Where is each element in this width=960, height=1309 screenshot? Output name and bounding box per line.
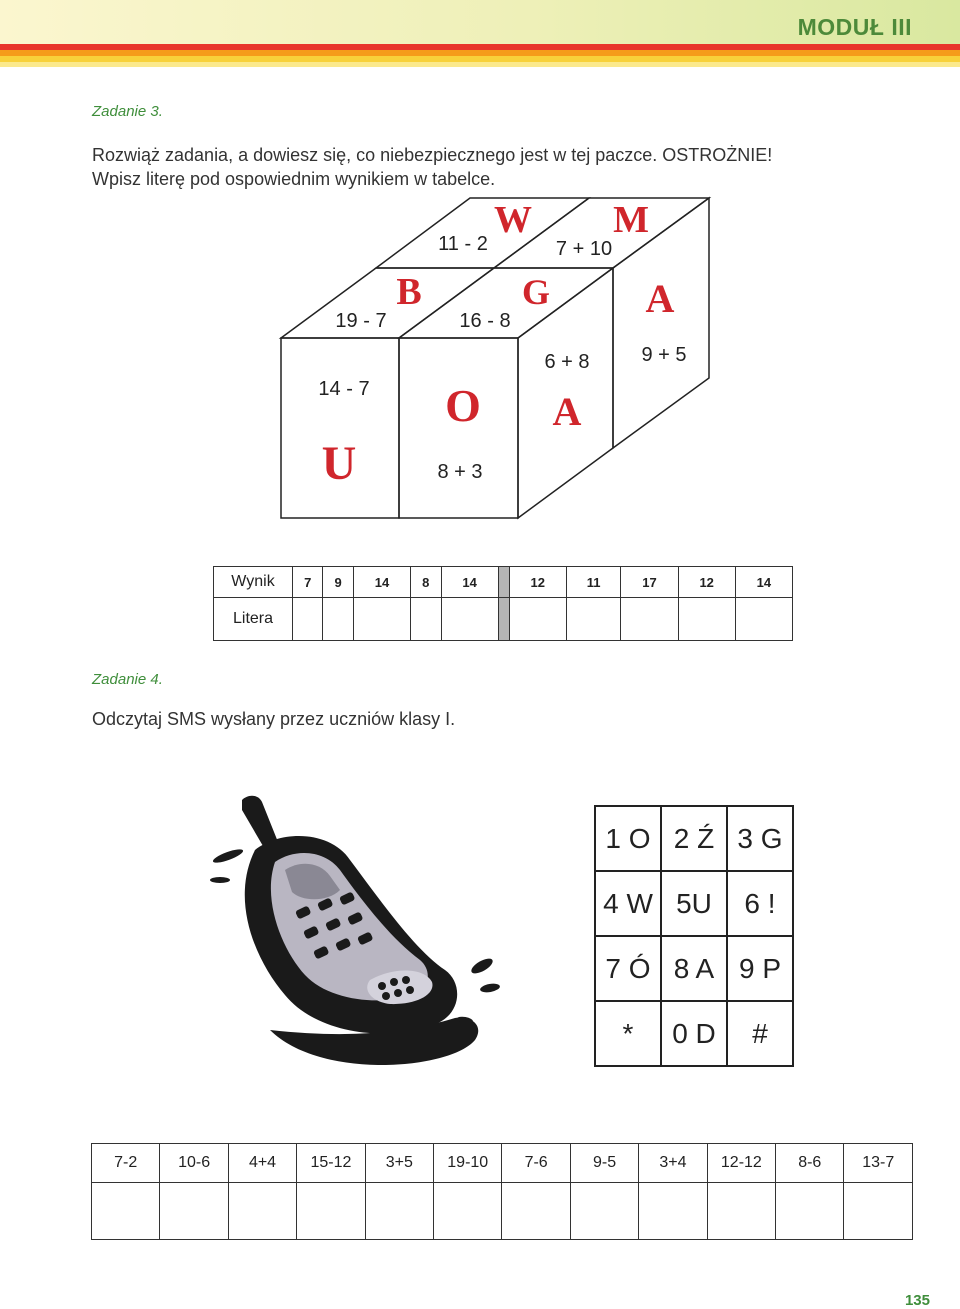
task3-instruction-1: Rozwiąż zadania, a dowiesz się, co niebezpiecznego jest w tej paczce. OSTROŻNIE! — [92, 145, 773, 165]
cube-letter-a: A — [552, 389, 582, 434]
mobile-phone-icon — [200, 790, 510, 1080]
cube-letter-u: U — [321, 437, 357, 490]
expression-cell: 3+4 — [639, 1144, 707, 1183]
keypad-key: 6 ! — [727, 871, 793, 936]
answer-cell[interactable] — [707, 1183, 775, 1240]
result-cell: 12 — [509, 567, 566, 598]
cube-expr-7: 6 + 8 — [544, 351, 590, 373]
cube-expr-4: 16 - 8 — [459, 310, 511, 332]
expression-cell: 3+5 — [365, 1144, 433, 1183]
letter-answer-cell[interactable] — [323, 598, 353, 641]
result-cell: 8 — [411, 567, 441, 598]
expression-cell: 7-2 — [92, 1144, 160, 1183]
keypad-key: 7 Ó — [595, 936, 661, 1001]
keypad-key: # — [727, 1001, 793, 1066]
answer-cell[interactable] — [502, 1183, 570, 1240]
keypad-key: 5U — [661, 871, 727, 936]
table-row-expressions — [92, 1144, 913, 1183]
letter-answer-cell[interactable] — [509, 598, 566, 641]
table-row-letters — [214, 598, 793, 641]
task3-label: Zadanie 3. — [92, 103, 163, 120]
keypad-key: 0 D — [661, 1001, 727, 1066]
expression-cell: 19-10 — [434, 1144, 502, 1183]
expression-cell: 4+4 — [228, 1144, 296, 1183]
cube-expr-2: 7 + 10 — [555, 238, 613, 260]
keypad-key: 3 G — [727, 806, 793, 871]
cube-expr-3: 19 - 7 — [335, 310, 387, 332]
cube-letter-b: B — [396, 271, 422, 313]
answer-cell[interactable] — [228, 1183, 296, 1240]
cube-letter-o: O — [445, 380, 481, 431]
result-cell: 17 — [621, 567, 678, 598]
keypad-key: 9 P — [727, 936, 793, 1001]
expression-cell: 13-7 — [844, 1144, 913, 1183]
task4-label: Zadanie 4. — [92, 671, 163, 688]
result-cell: 7 — [293, 567, 323, 598]
answer-cell[interactable] — [92, 1183, 160, 1240]
result-cell: 9 — [323, 567, 353, 598]
answer-cell[interactable] — [297, 1183, 365, 1240]
expression-cell: 12-12 — [707, 1144, 775, 1183]
row-label-wynik: Wynik — [214, 567, 293, 598]
cube-expr-8: 9 + 5 — [641, 344, 687, 366]
result-cell: 14 — [441, 567, 498, 598]
letter-answer-cell[interactable] — [678, 598, 735, 641]
result-cell: 11 — [566, 567, 621, 598]
answer-cell[interactable] — [434, 1183, 502, 1240]
cube-expr-1: 11 - 2 — [438, 233, 488, 255]
result-cell: 14 — [735, 567, 792, 598]
table-row-results — [214, 567, 793, 598]
expression-cell: 7-6 — [502, 1144, 570, 1183]
letter-answer-cell[interactable] — [621, 598, 678, 641]
letter-answer-cell[interactable] — [441, 598, 498, 641]
expression-cell: 10-6 — [160, 1144, 228, 1183]
answer-cell[interactable] — [844, 1183, 913, 1240]
answer-cell[interactable] — [776, 1183, 844, 1240]
letter-answer-cell[interactable] — [566, 598, 621, 641]
task4-table — [91, 1143, 913, 1240]
keypad-key: 4 W — [595, 871, 661, 936]
cube-letter-w: W — [494, 199, 532, 241]
letter-answer-cell[interactable] — [293, 598, 323, 641]
letter-answer-cell[interactable] — [411, 598, 441, 641]
cube-expr-6: 8 + 3 — [437, 461, 483, 483]
sms-keypad — [594, 805, 794, 1067]
row-label-litera: Litera — [214, 598, 293, 641]
keypad-key: * — [595, 1001, 661, 1066]
expression-cell: 8-6 — [776, 1144, 844, 1183]
table-row-answers — [92, 1183, 913, 1240]
cube-figure — [0, 0, 960, 540]
page-number: 135 — [904, 1292, 930, 1309]
task4-instruction: Odczytaj SMS wysłany przez uczniów klasy I. — [92, 709, 456, 729]
table-separator — [498, 598, 509, 641]
keypad-key: 8 A — [661, 936, 727, 1001]
task3-table — [213, 566, 793, 641]
result-cell: 14 — [353, 567, 410, 598]
answer-cell[interactable] — [639, 1183, 707, 1240]
expression-cell: 9-5 — [570, 1144, 638, 1183]
expression-cell: 15-12 — [297, 1144, 365, 1183]
table-separator — [498, 567, 509, 598]
cube-expr-5: 14 - 7 — [318, 378, 370, 400]
answer-cell[interactable] — [570, 1183, 638, 1240]
result-cell: 12 — [678, 567, 735, 598]
cube-letter-a-side: A — [645, 276, 675, 321]
task3-instruction-2: Wpisz literę pod ospowiednim wynikiem w tabelce. — [92, 169, 496, 189]
answer-cell[interactable] — [365, 1183, 433, 1240]
cube-letter-m: M — [613, 199, 649, 241]
module-title: MODUŁ III — [797, 14, 912, 40]
cube-letter-g: G — [521, 272, 551, 312]
letter-answer-cell[interactable] — [353, 598, 410, 641]
keypad-key: 2 Ź — [661, 806, 727, 871]
keypad-key: 1 O — [595, 806, 661, 871]
letter-answer-cell[interactable] — [735, 598, 792, 641]
answer-cell[interactable] — [160, 1183, 228, 1240]
